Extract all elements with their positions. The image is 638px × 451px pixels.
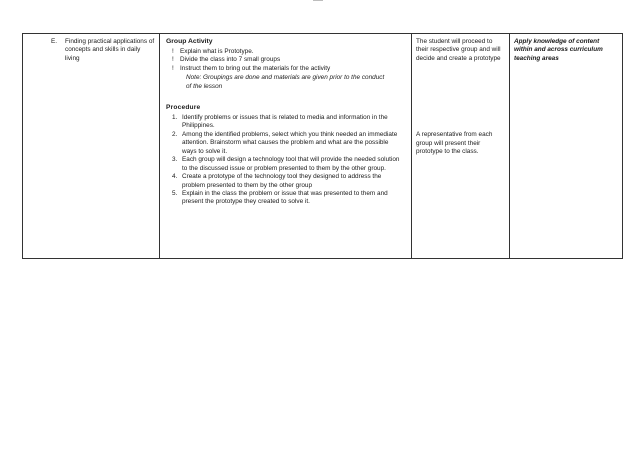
list-item (166, 156, 411, 173)
outcome-cell (412, 34, 510, 259)
step-text: Each group will design a technology tool that will provide the needed solution to the discussed issue or problem presented to them by the other group. (182, 156, 400, 172)
bullet-text: Divide the class into 7 small groups (180, 56, 281, 64)
procedure-steps (166, 114, 411, 207)
step-number: 1. (172, 113, 178, 121)
procedure-title: Procedure (166, 104, 201, 112)
lesson-plan-table (22, 33, 623, 259)
step-text: Identify problems or issues that is related to media and information in the Philippines. (182, 113, 388, 130)
list-item (166, 131, 411, 156)
bullet-text: Explain what is Prototype. (180, 47, 254, 55)
stage-cell (23, 34, 160, 259)
activity-note: Note: Groupings are done and materials are given prior to the conduct of the lesson (186, 74, 385, 90)
application-cell (510, 34, 623, 259)
step-text: Explain in the class the problem or issue that was presented to them and present the prototype they created to solve it. (182, 190, 388, 206)
step-number: 2. (172, 130, 178, 138)
table-row (23, 34, 623, 259)
representative-outcome-text: A representative from each group will present their prototype to the class. (416, 131, 493, 156)
list-item (166, 65, 411, 73)
step-text: Create a prototype of the technology tool they designed to address the problem presented to them by the other group (182, 173, 382, 189)
list-item (166, 48, 411, 56)
step-number: 5. (172, 190, 178, 198)
group-activity-title: Group Activity (166, 38, 213, 45)
student-outcome-text: The student will proceed to their respective group and will decide and create a prototype (416, 38, 501, 62)
bullet-mark: ! (172, 47, 174, 55)
bullet-mark: ! (172, 64, 174, 72)
group-activity-list (166, 48, 411, 73)
application-note: Apply knowledge of content within and across curriculum teaching areas (514, 38, 603, 62)
list-item (166, 114, 411, 131)
step-number: 3. (172, 156, 178, 164)
stage-title: Finding practical applications of concepts and skills in daily living (65, 38, 155, 62)
list-item (166, 56, 411, 64)
stage-letter: E. (51, 38, 58, 45)
step-number: 4. (172, 173, 178, 181)
step-text: Among the identified problems, select which you think needed an immediate attention. Brainstorm what causes the problem and what are the possible ways to solve it. (182, 130, 398, 155)
activity-cell (160, 34, 412, 259)
bullet-mark: ! (172, 56, 174, 64)
page-top-mark (313, 0, 323, 1)
bullet-text: Instruct them to bring out the materials for the activity (180, 64, 331, 72)
list-item (166, 190, 411, 207)
list-item (166, 173, 411, 190)
